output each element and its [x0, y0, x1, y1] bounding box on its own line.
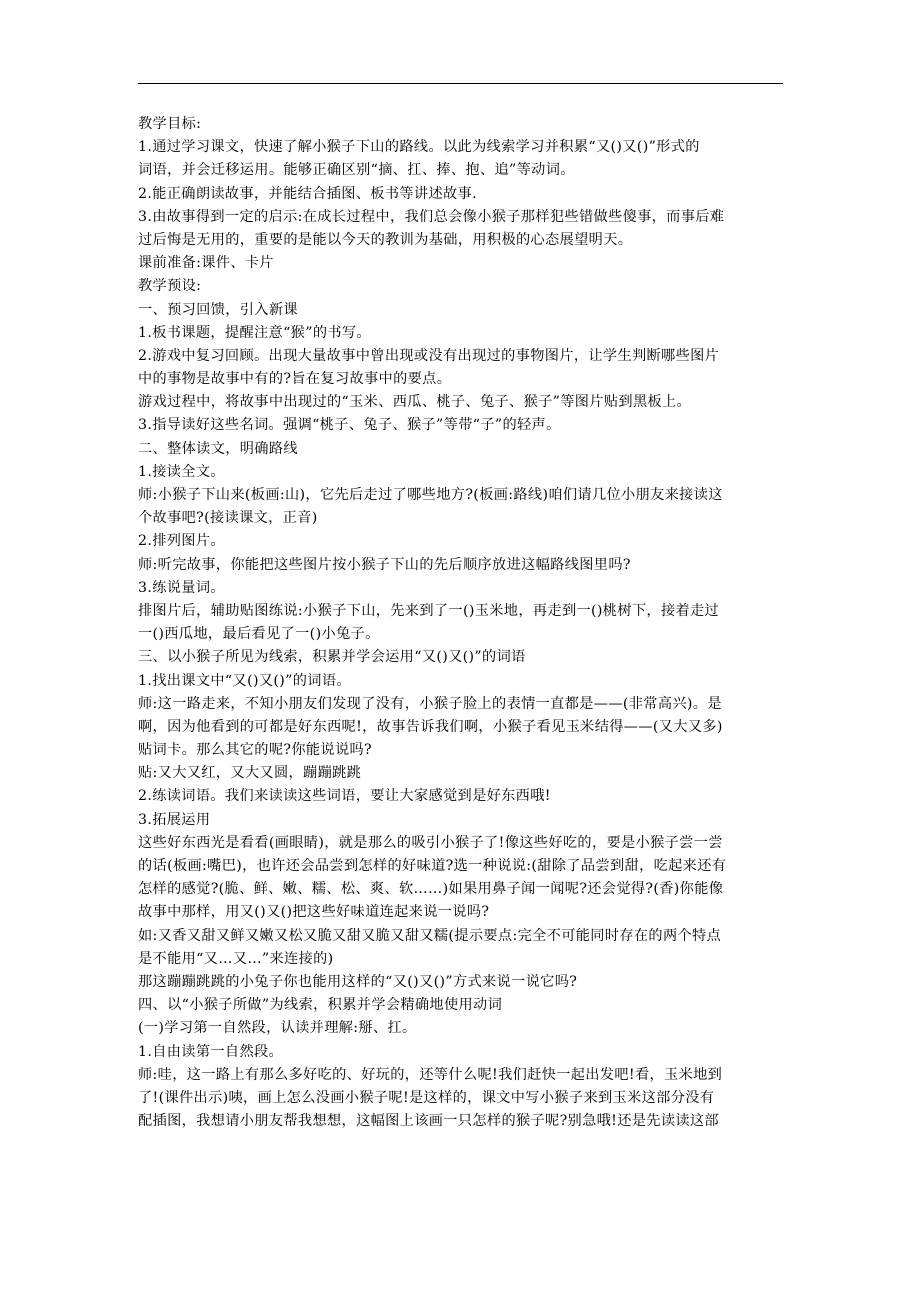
header-rule	[138, 83, 783, 84]
text-line: 如:又香又甜又鲜又嫩又松又脆又甜又脆又甜又糯(提示要点:完全不可能同时存在的两个特点	[138, 927, 722, 944]
text-line: (一)学习第一自然段，认读并理解:掰、扛。	[138, 1020, 417, 1037]
text-line: 2.排列图片。	[138, 533, 225, 550]
text-line: 师:小猴子下山来(板画:山)，它先后走过了哪些地方?(板画:路线)咱们请几位小朋友来接读这	[138, 487, 723, 503]
text-line: 师:听完故事，你能把这些图片按小猴子下山的先后顺序放进这幅路线图里吗?	[138, 556, 631, 573]
text-line: 1.找出课文中“又()又()”的词语。	[138, 672, 351, 689]
text-line: 故事中那样，用又()又()把这些好味道连起来说一说吗?	[138, 904, 490, 921]
text-line: 这些好东西光是看看(画眼睛)，就是那么的吸引小猴子了!像这些好吃的，要是小猴子尝一尝	[138, 834, 723, 851]
text-line: 啊，因为他看到的可都是好东西呢!，故事告诉我们啊，小猴子看见玉米结得——(又大又多)	[138, 718, 723, 735]
text-line: 师:哇，这一路上有那么多好吃的、好玩的，还等什么呢!我们赶快一起出发吧!看，玉米地到	[138, 1066, 723, 1083]
text-line: 教学预设:	[138, 278, 202, 295]
text-line: 中的事物是故事中有的?旨在复习故事中的要点。	[138, 371, 452, 388]
text-line: 的话(板画:嘴巴)，也许还会品尝到怎样的好味道?选一种说说:(甜除了品尝到甜，吃起来还有	[138, 858, 727, 874]
text-line: 了!(课件出示)咦，画上怎么没画小猴子呢!是这样的，课文中写小猴子来到玉米这部分没有	[138, 1089, 715, 1106]
text-line: 贴:又大又红，又大又圆，蹦蹦跳跳	[138, 765, 362, 782]
text-line: 是不能用“又…又…”来连接的)	[138, 950, 334, 967]
text-line: 1.板书课题，提醒注意“猴”的书写。	[138, 324, 371, 341]
text-line: 配插图，我想请小朋友帮我想想，这幅图上该画一只怎样的猴子呢?别急哦!还是先读读这部	[138, 1113, 719, 1130]
text-line: 2.练读词语。我们来读读这些词语，要让大家感觉到是好东西哦!	[138, 788, 551, 805]
text-line: 过后悔是无用的，重要的是能以今天的教训为基础，用积极的心态展望明天。	[138, 231, 633, 248]
text-line: 游戏过程中，将故事中出现过的“玉米、西瓜、桃子、兔子、猴子”等图片贴到黑板上。	[138, 394, 692, 411]
text-line: 三、以小猴子所见为线索，积累并学会运用“又()又()”的词语	[138, 649, 526, 666]
text-line: 1.自由读第一自然段。	[138, 1043, 284, 1060]
text-line: 教学目标:	[138, 116, 202, 132]
text-line: 师:这一路走来，不知小朋友们发现了没有，小猴子脸上的表情一直都是——(非常高兴)。是	[138, 695, 722, 712]
text-line: 课前准备:课件、卡片	[138, 255, 274, 272]
text-line: 2.游戏中复习回顾。出现大量故事中曾出现或没有出现过的事物图片，让学生判断哪些图片	[138, 347, 720, 364]
text-line: 排图片后，辅助贴图练说:小猴子下山，先来到了一()玉米地，再走到一()桃树下，接着走过	[138, 602, 720, 619]
text-line: 四、以“小猴子所做”为线索，积累并学会精确地使用动词	[138, 997, 503, 1014]
text-line: 贴词卡。那么其它的呢?你能说说吗?	[138, 742, 372, 759]
text-line: 一、预习回馈，引入新课	[138, 301, 298, 318]
text-line: 怎样的感觉?(脆、鲜、嫩、糯、松、爽、软……)如果用鼻子闻一闻呢?还会觉得?(香)你能像	[138, 881, 724, 898]
text-line: 1.接读全文。	[138, 463, 225, 480]
document-body	[138, 113, 786, 1133]
text-line: 3.由故事得到一定的启示:在成长过程中，我们总会像小猴子那样犯些错做些傻事，而事后难	[138, 208, 725, 225]
text-line: 那这蹦蹦跳跳的小兔子你也能用这样的“又()又()”方式来说一说它吗?	[138, 973, 578, 990]
text-line: 个故事吧?(接读课文，正音)	[138, 510, 318, 527]
text-line: 1.通过学习课文，快速了解小猴子下山的路线。以此为线索学习并积累“又()又()”形式的	[138, 139, 700, 156]
text-line: 一()西瓜地，最后看见了一()小兔子。	[138, 626, 380, 643]
text-line: 3.练说量词。	[138, 579, 225, 596]
text-line: 词语，并会迁移运用。能够正确区别“摘、扛、捧、抱、追”等动词。	[138, 162, 575, 179]
text-line: 二、整体读文，明确路线	[138, 440, 298, 457]
text-line: 3.拓展运用	[138, 811, 211, 828]
text-line: 3.指导读好这些名词。强调“桃子、兔子、猴子”等带“子”的轻声。	[138, 417, 561, 434]
text-line: 2.能正确朗读故事，并能结合插图、板书等讲述故事.	[138, 185, 477, 202]
